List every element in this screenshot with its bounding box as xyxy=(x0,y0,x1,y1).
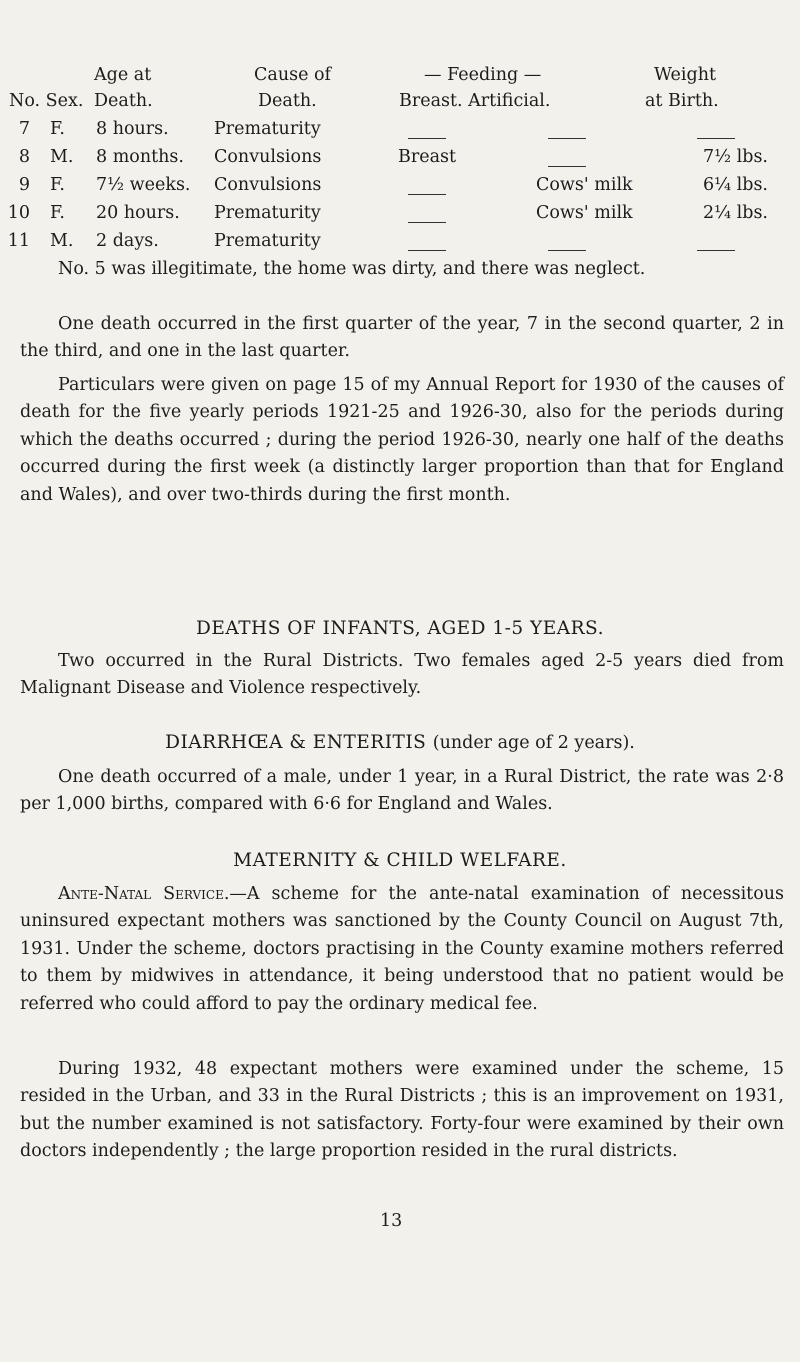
header-age-top: Age at xyxy=(94,65,152,85)
blank-dash xyxy=(408,184,446,203)
paragraph-ante-natal xyxy=(20,881,784,1018)
row-age: 7½ weeks. xyxy=(96,175,191,195)
row-sex: F. xyxy=(50,119,65,139)
heading-maternity: MATERNITY & CHILD WELFARE. xyxy=(233,850,567,871)
heading-diarrhoea-main: DIARRHŒA & ENTERITIS xyxy=(165,732,427,753)
row-weight: 6¼ lbs. xyxy=(702,175,768,195)
heading-diarrhoea-sub: (under age of 2 years). xyxy=(432,733,635,753)
header-cause-bottom: Death. xyxy=(258,91,317,111)
header-weight-bottom: at Birth. xyxy=(645,91,719,111)
row-weight: 7½ lbs. xyxy=(702,147,768,167)
row-age: 20 hours. xyxy=(96,203,180,223)
row-no: 7 xyxy=(18,119,30,139)
paragraph-quarters: One death occurred in the first quarter of the year, 7 in the second quarter, 2 in the third, and one in the last quarter. xyxy=(20,314,784,362)
header-cause-top: Cause of xyxy=(254,65,332,85)
row-sex: F. xyxy=(50,175,65,195)
paragraph-diarrhoea: One death occurred of a male, under 1 year, in a Rural District, the rate was 2·8 per 1,000 births, compared with 6·6 for England and Wales. xyxy=(20,767,784,815)
row-artificial: Cows' milk xyxy=(536,175,633,195)
row-age: 8 hours. xyxy=(96,119,169,139)
row-sex: M. xyxy=(50,231,74,251)
header-feeding-bottom: Breast. Artificial. xyxy=(399,91,551,111)
heading-diarrhoea xyxy=(0,732,800,753)
row-cause: Prematurity xyxy=(214,119,321,139)
heading-deaths-infants: DEATHS OF INFANTS, AGED 1-5 YEARS. xyxy=(196,618,604,639)
row-sex: M. xyxy=(50,147,74,167)
blank-dash xyxy=(548,156,586,175)
row-age: 8 months. xyxy=(96,147,184,167)
blank-dash xyxy=(408,128,446,147)
row-cause: Convulsions xyxy=(214,147,322,167)
row-no: 8 xyxy=(18,147,30,167)
paragraph-rural-districts: Two occurred in the Rural Districts. Two females aged 2-5 years died from Malignant Disease and Violence respectively. xyxy=(20,651,784,699)
blank-dash xyxy=(697,128,735,147)
row-no: 10 xyxy=(7,203,30,223)
blank-dash xyxy=(408,212,446,231)
row-no: 11 xyxy=(7,231,30,251)
row-weight: 2¼ lbs. xyxy=(702,203,768,223)
row-breast: Breast xyxy=(398,147,457,167)
paragraph-particulars: Particulars were given on page 15 of my Annual Report for 1930 of the causes of death for the five yearly periods 1921-25 and 1926-30, also for the periods during which the deaths occurred ; during the period 1926-30, nearly one half of the deaths occurred during the first week (a distinctly larger proportion than that for England and Wales), and over two-thirds during the first month. xyxy=(20,375,784,505)
ante-natal-text: —A scheme for the ante-natal examination of necessitous uninsured expectant mothers was sanctioned by the County Council on August 7th, 1931. Under the scheme, doctors practising in the County examine mothers referred to them by midwives in attendance, it being understood that no patient would be referred who could afford to pay the ordinary medical fee. xyxy=(20,884,784,1014)
header-age-bottom: Death. xyxy=(94,91,153,111)
page-number: 13 xyxy=(380,1211,403,1231)
ante-natal-lead: Ante-Natal Service. xyxy=(58,884,230,904)
header-weight-top: Weight xyxy=(654,65,717,85)
row-no: 9 xyxy=(18,175,30,195)
blank-dash xyxy=(548,128,586,147)
row-artificial: Cows' milk xyxy=(536,203,633,223)
paragraph-illegitimate: No. 5 was illegitimate, the home was dirty, and there was neglect. xyxy=(58,259,646,279)
paragraph-during-1932: During 1932, 48 expectant mothers were examined under the scheme, 15 resided in the Urban, and 33 in the Rural Districts ; this is an improvement on 1931, but the number examined is not satisfactory. Forty-four were examined by their own doctors independently ; the large proportion resided in the rural districts. xyxy=(20,1059,784,1162)
row-sex: F. xyxy=(50,203,65,223)
row-age: 2 days. xyxy=(96,231,159,251)
header-no-sex: No. Sex. xyxy=(9,91,84,111)
row-cause: Prematurity xyxy=(214,231,321,251)
row-cause: Prematurity xyxy=(214,203,321,223)
header-feeding-top: — Feeding — xyxy=(424,65,542,85)
row-cause: Convulsions xyxy=(214,175,322,195)
